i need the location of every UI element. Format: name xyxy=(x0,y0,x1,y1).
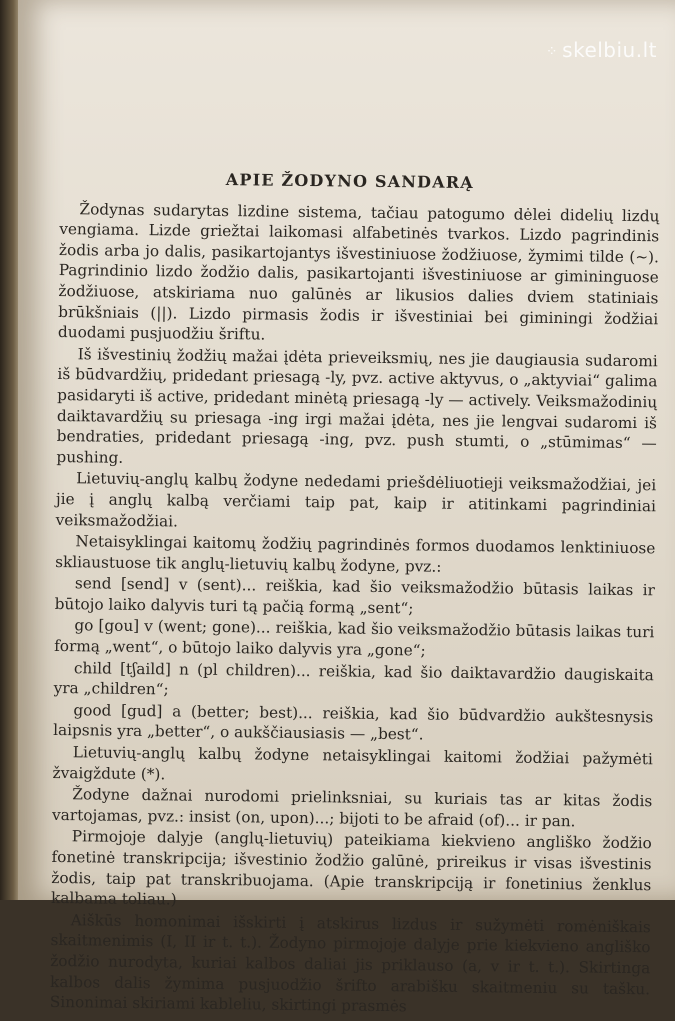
example-entry: send [send] v (sent)... reiškia, kad šio veiksmažodžio būtasis laikas ir būtojo laiko dalyvis turi tą pačią formą „sent“; xyxy=(54,574,655,618)
paragraph: Lietuvių-anglų kalbų žodyne netaisyklingai kaitomi žodžiai pažymėti žvaigždute (*). xyxy=(52,743,653,783)
page-text xyxy=(50,168,660,1021)
paragraph: Pirmojoje dalyje (anglų-lietuvių) pateikiama kiekvieno angliško žodžio fonetinė transkripcija; išvestinio žodžio galūnė, prireikus ir visas išvestinis žodis, taip pat transkribuojama. (Apie transkripciją ir fonetinius ženklus kalbama toliau.) xyxy=(50,827,652,909)
paragraph: Netaisyklingai kaitomų žodžių pagrindinės formos duodamos lenktiniuose skliaustuose tik anglų-lietuvių kalbų žodyne, pvz.: xyxy=(55,532,656,576)
dots-logo-icon: ⁘ xyxy=(545,43,559,60)
page-title: APIE ŽODYNO SANDARĄ xyxy=(225,170,475,193)
paragraph: Žodyne dažnai nurodomi prielinksniai, su kuriais tas ar kitas žodis vartojamas, pvz.: insist (on, upon)...; bijoti to be afraid (of)... ir pan. xyxy=(51,785,653,831)
watermark xyxy=(546,38,657,62)
paragraph: Lietuvių-anglų kalbų žodyne nededami priešdėliuotieji veiksmažodžiai, jei jie į anglų kalbą verčiami taip pat, kaip ir atitinkami pagrindiniai veiksmažodžiai. xyxy=(55,469,657,530)
watermark-text: skelbiu.lt xyxy=(562,38,657,62)
paragraph: Iš išvestinių žodžių mažai įdėta prieveiksmių, nes jie daugiausia sudaromi iš būdvardžių, pridedant priesagą -ly, pvz. active aktyvus, o „aktyviai“ galima pasidaryti iš active, pridedant minėtą priesagą -ly — actively. Veiksmažodinių daiktavardžių su priesaga -ing irgi mažai įdėta, nes jie lengvai sudaromi iš bendraties, pridedant priesagą -ing, pvz. push stumti, o „stūmimas“ — pushing. xyxy=(56,344,658,467)
example-entry: good [gud] a (better; best)... reiškia, kad šio būdvardžio aukštesnysis laipsnis yra „better“, o aukščiausiasis — „best“. xyxy=(53,701,654,744)
example-entry: go [gou] v (went; gone)... reiškia, kad šio veiksmažodžio būtasis laikas turi formą „went“, o būtojo laiko dalyvis yra „gone“; xyxy=(54,616,655,660)
example-entry: child [tʃaild] n (pl children)... reiškia, kad šio daiktavardžio daugiskaita yra „children“; xyxy=(53,658,654,699)
paragraph: Aiškūs homonimai išskirti į atskirus lizdus ir sužymėti romėniškais skaitmenimis (I, II ir t. t.). Žodyno pirmojoje dalyje prie kiekvieno angliško žodžio nurodyta, kuriai kalbos daliai jis priklauso (a, v ir t. t.). Skirtinga kalbos dalis žymima pusjuodžio šrifto arabišku skaitmeniu su tašku. Sinonimai skiriami kableliu, skirtingi prasmės xyxy=(49,910,651,1016)
paragraph: Žodynas sudarytas lizdine sistema, tačiau patogumo dėlei didelių lizdų vengiama. Lizde griežtai laikomasi alfabetinės tvarkos. Lizdo pagrindinis žodis arba jo dalis, pasikartojantys išvestiniuose žodžiuose, žymimi tilde (~). Pagrindinio lizdo žodžio dalis, pasikartojanti išvestiniuose ar gimininguose žodžiuose, atskiriama nuo galūnės ar likusios dalies dviem statiniais brūkšniais (||). Lizdo pirmasis žodis ir išvestiniai bei giminingi žodžiai duodami pusjuodžiu šriftu. xyxy=(57,199,660,344)
